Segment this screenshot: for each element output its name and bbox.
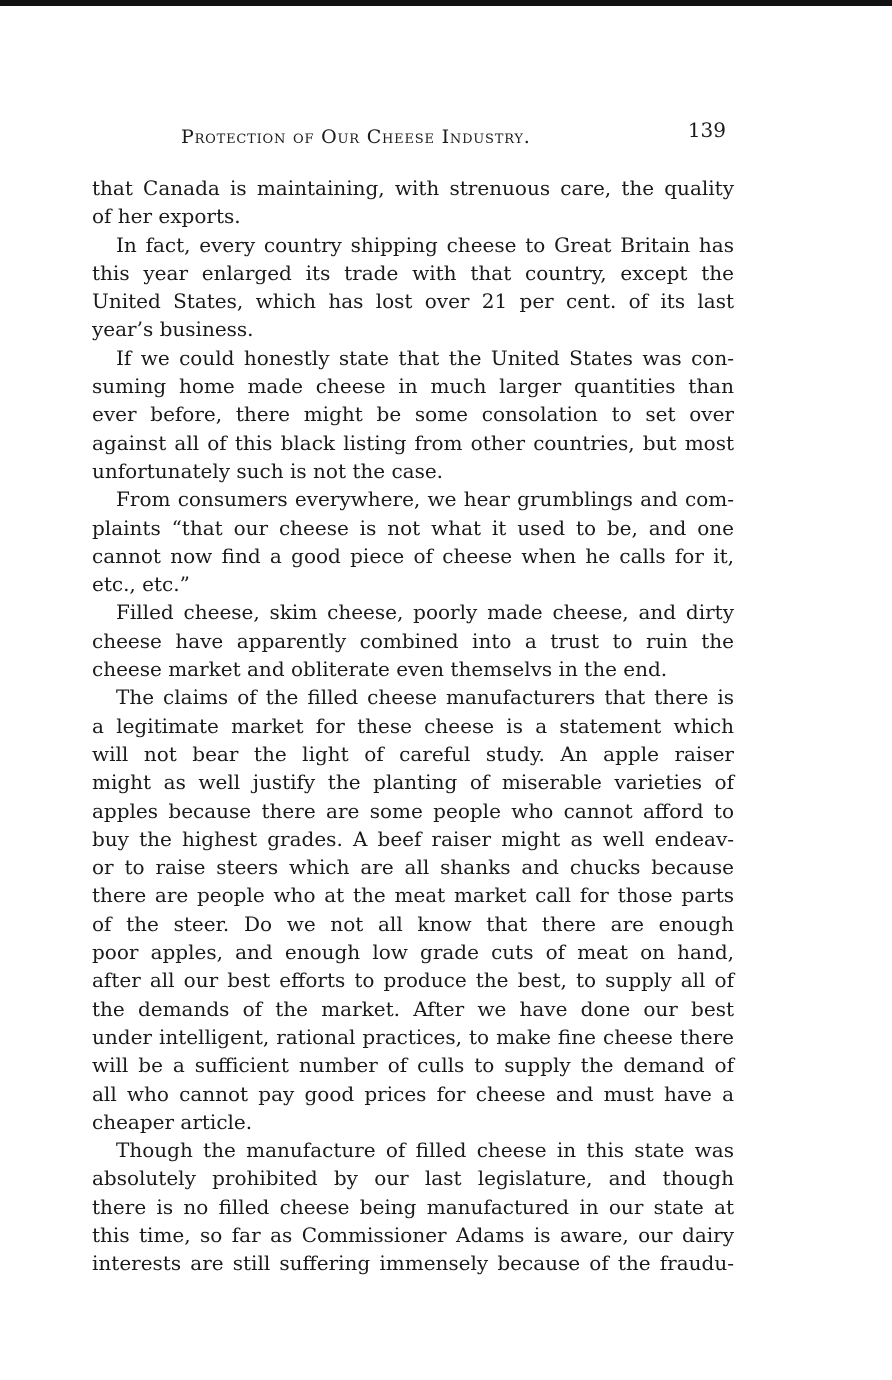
text-line: that Canada is maintaining, with strenuous care, the quality <box>92 176 734 200</box>
text-line: the demands of the market. After we have done our best <box>92 996 734 1021</box>
text-line: United States, which has lost over 21 per cent. of its last <box>92 289 734 314</box>
text-line: From consumers everywhere, we hear grumblings and com- <box>116 487 734 512</box>
text-line: will not bear the light of careful study. An apple raiser <box>92 741 734 766</box>
text-line: If we could honestly state that the United States was con- <box>116 345 734 370</box>
text-line: interests are still suffering immensely because of the fraudu- <box>92 1251 734 1276</box>
text-line: this time, so far as Commissioner Adams is aware, our dairy <box>92 1222 734 1247</box>
text-line: against all of this black listing from other countries, but most <box>92 430 734 455</box>
text-line: there are people who at the meat market call for those parts <box>92 883 734 908</box>
text-line: unfortunately such is not the case. <box>92 458 444 483</box>
text-line: cannot now find a good piece of cheese when he calls for it, <box>92 543 734 568</box>
text-line: poor apples, and enough low grade cuts of meat on hand, <box>92 940 734 965</box>
text-line: cheese have apparently combined into a trust to ruin the <box>92 628 734 653</box>
text-line: might as well justify the planting of miserable varieties of <box>92 770 734 795</box>
page-number: 139 <box>687 118 726 142</box>
text-line: of the steer. Do we not all know that there are enough <box>92 911 734 936</box>
text-line: apples because there are some people who cannot afford to <box>92 798 734 823</box>
text-line: Filled cheese, skim cheese, poorly made cheese, and dirty <box>116 600 734 625</box>
text-line: all who cannot pay good prices for cheese and must have a <box>92 1081 734 1106</box>
text-line: In fact, every country shipping cheese to Great Britain has <box>116 232 734 257</box>
body-text <box>92 174 734 1278</box>
text-line: etc., etc.” <box>92 572 190 597</box>
text-line: there is no filled cheese being manufactured in our state at <box>92 1194 734 1219</box>
running-head: Protection of Our Cheese Industry. <box>181 126 531 148</box>
text-line: cheese market and obliterate even themselvs in the end. <box>92 657 668 682</box>
text-line: The claims of the filled cheese manufacturers that there is <box>116 685 734 710</box>
text-line: Though the manufacture of filled cheese in this state was <box>116 1138 734 1163</box>
text-line: cheaper article. <box>92 1109 253 1134</box>
text-line: after all our best efforts to produce the best, to supply all of <box>92 968 734 993</box>
text-line: under intelligent, rational practices, to make fine cheese there <box>92 1024 734 1049</box>
page-top-border <box>0 0 892 6</box>
page-header <box>96 118 732 158</box>
text-line: will be a sufficient number of culls to supply the demand of <box>92 1053 734 1078</box>
text-line: this year enlarged its trade with that country, except the <box>92 260 734 285</box>
text-line: or to raise steers which are all shanks and chucks because <box>92 855 734 880</box>
text-line: year’s business. <box>92 317 254 342</box>
text-line: buy the highest grades. A beef raiser might as well endeav- <box>92 826 734 851</box>
text-line: of her exports. <box>92 204 241 229</box>
text-line: a legitimate market for these cheese is a statement which <box>92 713 734 738</box>
text-line: ever before, there might be some consolation to set over <box>92 402 734 427</box>
text-line: plaints “that our cheese is not what it used to be, and one <box>92 515 734 540</box>
text-line: suming home made cheese in much larger quantities than <box>92 374 734 399</box>
text-line: absolutely prohibited by our last legislature, and though <box>92 1166 734 1191</box>
